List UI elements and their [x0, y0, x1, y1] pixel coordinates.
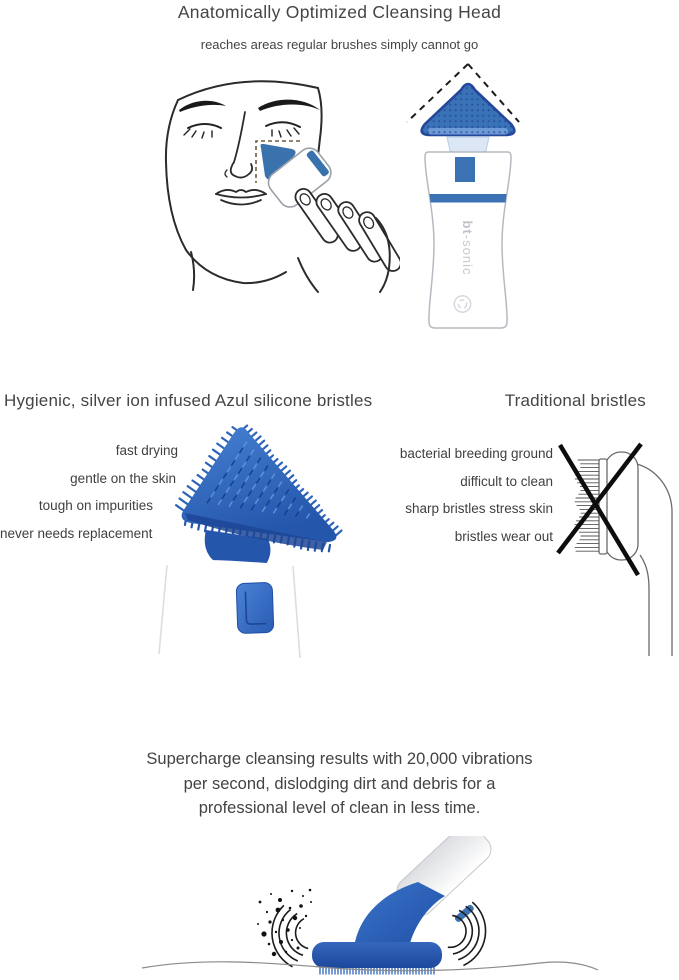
- device-front-illustration: [398, 58, 538, 342]
- head-collar: [447, 137, 489, 153]
- traditional-brush-illustration: [545, 426, 679, 658]
- brush-head-front: [422, 84, 515, 153]
- hand: [286, 186, 400, 294]
- benefit-item: fast drying: [115, 443, 178, 458]
- benefit-item: tough on impurities: [38, 498, 153, 514]
- claim-line: professional level of clean in less time.: [198, 799, 481, 817]
- nose: [225, 112, 252, 178]
- benefit-item: gentle on the skin: [70, 470, 176, 486]
- left-eyebrow: [179, 101, 226, 112]
- power-button-front: [455, 157, 475, 182]
- right-eye-closed: [266, 122, 300, 137]
- flex-neck: [354, 882, 445, 952]
- face-cleansing-illustration: [148, 66, 400, 296]
- vibration-claim-text: [0, 747, 679, 821]
- benefit-item: never needs replacement: [0, 525, 153, 541]
- brush-base: [312, 942, 442, 968]
- claim-line: Supercharge cleansing results with 20,000 vibrations: [146, 750, 533, 768]
- brand-label: bt-sonic: [460, 220, 475, 276]
- claim-line: per second, dislodging dirt and debris for a: [183, 774, 496, 793]
- page-subtitle: reaches areas regular brushes simply cannot go: [200, 37, 479, 52]
- brush-handle: [637, 464, 672, 656]
- azul-head-illustration: [158, 418, 388, 668]
- right-eyebrow: [258, 100, 320, 111]
- drawback-item: sharp bristles stress skin: [405, 501, 553, 517]
- lips: [216, 190, 266, 205]
- vibration-cleansing-illustration: [140, 836, 600, 980]
- traditional-bristles-heading: Traditional bristles: [504, 391, 646, 410]
- device-body-front: [425, 152, 511, 328]
- azul-bristles-heading: Hygienic, silver ion infused Azul silicone bristles: [4, 391, 373, 410]
- left-eye-closed: [184, 124, 221, 138]
- device-body-render: [159, 560, 300, 658]
- drawback-item: bristles wear out: [454, 528, 553, 544]
- azul-benefit-list: [0, 443, 178, 553]
- drawback-item: difficult to clean: [460, 473, 553, 489]
- drawback-item: bacterial breeding ground: [399, 446, 553, 461]
- device-band-front: [430, 194, 507, 203]
- page-title: Anatomically Optimized Cleansing Head: [177, 2, 502, 22]
- vibration-arcs-left: [268, 903, 310, 969]
- power-button-render: [236, 582, 274, 633]
